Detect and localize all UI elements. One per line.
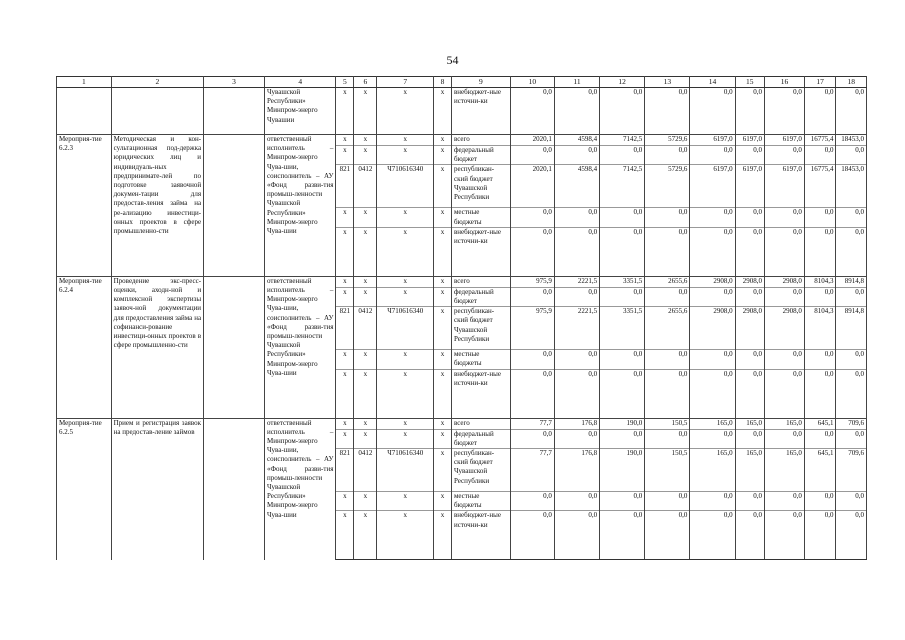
- column-number: 17: [804, 77, 836, 88]
- amount-cell: 0,0: [510, 511, 554, 560]
- amount-cell: 0,0: [804, 208, 836, 227]
- code-cell: x: [377, 227, 434, 276]
- amount-cell: 0,0: [600, 287, 645, 306]
- funding-source: местные бюджеты: [451, 350, 510, 369]
- amount-cell: 0,0: [804, 350, 836, 369]
- amount-cell: 0,0: [690, 146, 735, 165]
- code-cell: x: [336, 369, 354, 418]
- funding-source: местные бюджеты: [451, 492, 510, 511]
- funding-source: внебюджет-ные источни-ки: [451, 88, 510, 135]
- funding-source: внебюджет-ные источни-ки: [451, 369, 510, 418]
- amount-cell: 2655,6: [645, 307, 690, 350]
- amount-cell: 8914,8: [836, 276, 867, 287]
- amount-cell: 165,0: [765, 418, 805, 429]
- amount-cell: 0,0: [836, 429, 867, 448]
- code-cell: x: [434, 511, 452, 560]
- code-cell: x: [354, 350, 377, 369]
- executor-cell: ответственный исполнитель – Минпром-энерго Чува-шии, соисполнитель – АУ «Фонд разви-тия промыш-ленности Чувашской Республики» Минпром-энерго Чува-шии: [264, 135, 335, 277]
- amount-cell: 0,0: [735, 227, 764, 276]
- code-cell: Ч710616340: [377, 307, 434, 350]
- code-cell: x: [336, 429, 354, 448]
- amount-cell: 0,0: [510, 88, 554, 135]
- code-cell: x: [434, 135, 452, 146]
- event-description: Прием и регистрация заявок на предостав-ление займов: [111, 418, 203, 560]
- code-cell: x: [336, 88, 354, 135]
- amount-cell: 0,0: [765, 208, 805, 227]
- amount-cell: 0,0: [836, 511, 867, 560]
- amount-cell: 0,0: [836, 88, 867, 135]
- amount-cell: 0,0: [836, 350, 867, 369]
- amount-cell: 0,0: [690, 492, 735, 511]
- amount-cell: 0,0: [645, 88, 690, 135]
- code-cell: x: [434, 208, 452, 227]
- funding-source: всего: [451, 135, 510, 146]
- event-label: Мероприя-тие 6.2.3: [57, 135, 112, 277]
- amount-cell: 6197,0: [690, 165, 735, 208]
- budget-table: [56, 76, 867, 560]
- amount-cell: 0,0: [804, 511, 836, 560]
- page-number: 54: [446, 53, 459, 67]
- amount-cell: 176,8: [554, 449, 599, 492]
- code-cell: x: [354, 511, 377, 560]
- amount-cell: 176,8: [554, 418, 599, 429]
- amount-cell: 0,0: [554, 429, 599, 448]
- code-cell: x: [377, 350, 434, 369]
- column-number: 4: [264, 77, 335, 88]
- amount-cell: 0,0: [510, 146, 554, 165]
- code-cell: x: [336, 350, 354, 369]
- amount-cell: 975,9: [510, 276, 554, 287]
- column-number: 8: [434, 77, 452, 88]
- code-cell: x: [354, 418, 377, 429]
- amount-cell: 0,0: [804, 492, 836, 511]
- code-cell: x: [336, 146, 354, 165]
- funding-source: местные бюджеты: [451, 208, 510, 227]
- amount-cell: 0,0: [600, 227, 645, 276]
- amount-cell: 77,7: [510, 449, 554, 492]
- amount-cell: 0,0: [735, 429, 764, 448]
- code-cell: x: [434, 429, 452, 448]
- event-description: Проведение экс-пресс-оценки, аходн-ной и комплексной экспертизы заявоч-ной документации для предоставления займа на софинанси-рование инвестици-онных проектов в сфере промышленно-сти: [111, 276, 203, 418]
- amount-cell: 6197,0: [735, 165, 764, 208]
- amount-cell: 0,0: [645, 492, 690, 511]
- amount-cell: 0,0: [765, 492, 805, 511]
- amount-cell: 0,0: [645, 369, 690, 418]
- amount-cell: 0,0: [554, 369, 599, 418]
- amount-cell: 0,0: [765, 146, 805, 165]
- column-number: 14: [690, 77, 735, 88]
- amount-cell: 0,0: [804, 287, 836, 306]
- amount-cell: 0,0: [836, 227, 867, 276]
- code-cell: 821: [336, 449, 354, 492]
- amount-cell: 0,0: [804, 146, 836, 165]
- column-number: 10: [510, 77, 554, 88]
- code-cell: x: [434, 492, 452, 511]
- code-cell: x: [434, 418, 452, 429]
- code-cell: x: [434, 146, 452, 165]
- code-cell: x: [336, 492, 354, 511]
- amount-cell: 0,0: [645, 208, 690, 227]
- amount-cell: 0,0: [510, 208, 554, 227]
- amount-cell: 0,0: [510, 287, 554, 306]
- code-cell: 0412: [354, 307, 377, 350]
- code-cell: x: [354, 276, 377, 287]
- code-cell: x: [434, 276, 452, 287]
- amount-cell: 8104,3: [804, 276, 836, 287]
- code-cell: 0412: [354, 165, 377, 208]
- executor-cell: ответственный исполнитель – Минпром-энерго Чува-шии, соисполнитель – АУ «Фонд разви-тия промыш-ленности Чувашской Республики» Минпром-энерго Чува-шии: [264, 418, 335, 560]
- code-cell: x: [434, 88, 452, 135]
- amount-cell: 0,0: [765, 88, 805, 135]
- empty-cell: [204, 88, 265, 135]
- amount-cell: 0,0: [735, 350, 764, 369]
- column-number: 3: [204, 77, 265, 88]
- amount-cell: 0,0: [554, 208, 599, 227]
- column-number: 18: [836, 77, 867, 88]
- amount-cell: 0,0: [804, 88, 836, 135]
- executor-cell: Чувашской Республики» Минпром-энерго Чувашии: [264, 88, 335, 135]
- code-cell: x: [377, 135, 434, 146]
- amount-cell: 5729,6: [645, 135, 690, 146]
- amount-cell: 165,0: [735, 449, 764, 492]
- amount-cell: 16775,4: [804, 135, 836, 146]
- amount-cell: 0,0: [690, 369, 735, 418]
- amount-cell: 0,0: [836, 208, 867, 227]
- amount-cell: 0,0: [600, 88, 645, 135]
- code-cell: x: [354, 208, 377, 227]
- code-cell: x: [377, 276, 434, 287]
- code-cell: x: [354, 369, 377, 418]
- amount-cell: 2221,5: [554, 307, 599, 350]
- amount-cell: 709,6: [836, 449, 867, 492]
- funding-source: федеральный бюджет: [451, 429, 510, 448]
- column-number-row: [57, 77, 867, 88]
- amount-cell: 0,0: [690, 511, 735, 560]
- amount-cell: 0,0: [804, 369, 836, 418]
- amount-cell: 0,0: [765, 350, 805, 369]
- amount-cell: 0,0: [645, 227, 690, 276]
- amount-cell: 0,0: [765, 429, 805, 448]
- event-label: Мероприя-тие 6.2.4: [57, 276, 112, 418]
- code-cell: x: [354, 135, 377, 146]
- amount-cell: 0,0: [600, 350, 645, 369]
- column-number: 1: [57, 77, 112, 88]
- amount-cell: 165,0: [765, 449, 805, 492]
- amount-cell: 0,0: [600, 511, 645, 560]
- amount-cell: 2908,0: [735, 307, 764, 350]
- amount-cell: 0,0: [765, 287, 805, 306]
- code-cell: x: [377, 418, 434, 429]
- amount-cell: 0,0: [836, 146, 867, 165]
- amount-cell: 4598,4: [554, 135, 599, 146]
- event-row: [57, 276, 867, 287]
- event-description: [111, 88, 203, 135]
- amount-cell: 0,0: [836, 369, 867, 418]
- code-cell: x: [336, 208, 354, 227]
- amount-cell: 0,0: [600, 208, 645, 227]
- column-number: 15: [735, 77, 764, 88]
- code-cell: Ч710616340: [377, 449, 434, 492]
- code-cell: x: [354, 88, 377, 135]
- code-cell: x: [354, 492, 377, 511]
- code-cell: x: [377, 511, 434, 560]
- amount-cell: 0,0: [645, 350, 690, 369]
- code-cell: x: [434, 350, 452, 369]
- amount-cell: 0,0: [836, 287, 867, 306]
- funding-source: внебюджет-ные источни-ки: [451, 227, 510, 276]
- executor-cell: ответственный исполнитель – Минпром-энерго Чува-шии, соисполнитель – АУ «Фонд разви-тия промыш-ленности Чувашской Республики» Минпром-энерго Чува-шии: [264, 276, 335, 418]
- column-number: 16: [765, 77, 805, 88]
- code-cell: x: [354, 429, 377, 448]
- amount-cell: 4598,4: [554, 165, 599, 208]
- amount-cell: 0,0: [690, 350, 735, 369]
- amount-cell: 2908,0: [690, 307, 735, 350]
- amount-cell: 2908,0: [765, 307, 805, 350]
- amount-cell: 0,0: [510, 429, 554, 448]
- event-description: Методическая и кон-сультационная под-держка юридических лиц и индивидуаль-ных предпринимате-лей по подготовке заявочной докумен-тации для предостав-ления займа на ре-ализацию инвестици-онных проектов в сфере промышленно-сти: [111, 135, 203, 277]
- code-cell: x: [377, 369, 434, 418]
- code-cell: x: [434, 307, 452, 350]
- code-cell: x: [336, 511, 354, 560]
- code-cell: x: [377, 492, 434, 511]
- amount-cell: 0,0: [735, 511, 764, 560]
- amount-cell: 165,0: [690, 418, 735, 429]
- code-cell: x: [354, 287, 377, 306]
- amount-cell: 0,0: [765, 227, 805, 276]
- amount-cell: 2655,6: [645, 276, 690, 287]
- column-number: 9: [451, 77, 510, 88]
- code-cell: x: [336, 287, 354, 306]
- code-cell: x: [336, 227, 354, 276]
- amount-cell: 165,0: [735, 418, 764, 429]
- amount-cell: 0,0: [554, 511, 599, 560]
- amount-cell: 150,5: [645, 449, 690, 492]
- funding-source: республикан-ский бюджет Чувашской Республики: [451, 449, 510, 492]
- funding-source: внебюджет-ные источни-ки: [451, 511, 510, 560]
- amount-cell: 0,0: [554, 88, 599, 135]
- amount-cell: 2908,0: [735, 276, 764, 287]
- amount-cell: 0,0: [510, 492, 554, 511]
- amount-cell: 77,7: [510, 418, 554, 429]
- amount-cell: 190,0: [600, 418, 645, 429]
- amount-cell: 3351,5: [600, 276, 645, 287]
- amount-cell: 0,0: [735, 492, 764, 511]
- amount-cell: 18453,0: [836, 165, 867, 208]
- amount-cell: 2020,1: [510, 165, 554, 208]
- code-cell: x: [434, 165, 452, 208]
- empty-cell: [204, 418, 265, 560]
- continuation-row: [57, 88, 867, 135]
- amount-cell: 0,0: [735, 88, 764, 135]
- code-cell: x: [434, 449, 452, 492]
- funding-source: всего: [451, 418, 510, 429]
- amount-cell: 5729,6: [645, 165, 690, 208]
- amount-cell: 975,9: [510, 307, 554, 350]
- amount-cell: 0,0: [645, 429, 690, 448]
- amount-cell: 645,1: [804, 418, 836, 429]
- column-number: 11: [554, 77, 599, 88]
- code-cell: Ч710616340: [377, 165, 434, 208]
- amount-cell: 8104,3: [804, 307, 836, 350]
- code-cell: x: [434, 287, 452, 306]
- amount-cell: 0,0: [600, 369, 645, 418]
- column-number: 13: [645, 77, 690, 88]
- column-number: 6: [354, 77, 377, 88]
- amount-cell: 7142,5: [600, 165, 645, 208]
- amount-cell: 645,1: [804, 449, 836, 492]
- amount-cell: 0,0: [836, 492, 867, 511]
- amount-cell: 0,0: [735, 208, 764, 227]
- amount-cell: 8914,8: [836, 307, 867, 350]
- code-cell: 821: [336, 307, 354, 350]
- amount-cell: 0,0: [554, 492, 599, 511]
- code-cell: x: [434, 227, 452, 276]
- amount-cell: 0,0: [645, 511, 690, 560]
- amount-cell: 0,0: [735, 287, 764, 306]
- code-cell: x: [434, 369, 452, 418]
- code-cell: x: [377, 88, 434, 135]
- column-number: 5: [336, 77, 354, 88]
- column-number: 2: [111, 77, 203, 88]
- code-cell: x: [377, 208, 434, 227]
- amount-cell: 0,0: [690, 287, 735, 306]
- amount-cell: 2221,5: [554, 276, 599, 287]
- amount-cell: 7142,5: [600, 135, 645, 146]
- amount-cell: 709,6: [836, 418, 867, 429]
- amount-cell: 0,0: [690, 88, 735, 135]
- amount-cell: 2908,0: [690, 276, 735, 287]
- amount-cell: 2020,1: [510, 135, 554, 146]
- amount-cell: 0,0: [804, 429, 836, 448]
- code-cell: x: [377, 429, 434, 448]
- amount-cell: 0,0: [690, 227, 735, 276]
- amount-cell: 6197,0: [735, 135, 764, 146]
- amount-cell: 0,0: [645, 287, 690, 306]
- code-cell: x: [377, 287, 434, 306]
- funding-source: республикан-ский бюджет Чувашской Республики: [451, 307, 510, 350]
- amount-cell: 18453,0: [836, 135, 867, 146]
- amount-cell: 0,0: [600, 492, 645, 511]
- amount-cell: 0,0: [554, 227, 599, 276]
- amount-cell: 0,0: [510, 350, 554, 369]
- amount-cell: 0,0: [690, 208, 735, 227]
- event-label: [57, 88, 112, 135]
- column-number: 7: [377, 77, 434, 88]
- amount-cell: 6197,0: [690, 135, 735, 146]
- amount-cell: 0,0: [645, 146, 690, 165]
- code-cell: x: [336, 418, 354, 429]
- amount-cell: 0,0: [735, 369, 764, 418]
- code-cell: x: [377, 146, 434, 165]
- event-label: Мероприя-тие 6.2.5: [57, 418, 112, 560]
- event-row: [57, 418, 867, 429]
- amount-cell: 0,0: [804, 227, 836, 276]
- amount-cell: 0,0: [765, 369, 805, 418]
- amount-cell: 0,0: [600, 146, 645, 165]
- empty-cell: [204, 135, 265, 277]
- amount-cell: 0,0: [690, 429, 735, 448]
- funding-source: республикан-ский бюджет Чувашской Республики: [451, 165, 510, 208]
- funding-source: всего: [451, 276, 510, 287]
- amount-cell: 0,0: [765, 511, 805, 560]
- amount-cell: 6197,0: [765, 135, 805, 146]
- amount-cell: 0,0: [735, 146, 764, 165]
- amount-cell: 0,0: [600, 429, 645, 448]
- code-cell: 821: [336, 165, 354, 208]
- code-cell: x: [354, 227, 377, 276]
- amount-cell: 2908,0: [765, 276, 805, 287]
- funding-source: федеральный бюджет: [451, 146, 510, 165]
- code-cell: x: [354, 146, 377, 165]
- event-row: [57, 135, 867, 146]
- code-cell: x: [336, 135, 354, 146]
- amount-cell: 0,0: [554, 287, 599, 306]
- column-number: 12: [600, 77, 645, 88]
- amount-cell: 0,0: [554, 146, 599, 165]
- amount-cell: 0,0: [554, 350, 599, 369]
- code-cell: x: [336, 276, 354, 287]
- amount-cell: 165,0: [690, 449, 735, 492]
- amount-cell: 0,0: [510, 227, 554, 276]
- code-cell: 0412: [354, 449, 377, 492]
- amount-cell: 3351,5: [600, 307, 645, 350]
- empty-cell: [204, 276, 265, 418]
- funding-source: федеральный бюджет: [451, 287, 510, 306]
- amount-cell: 190,0: [600, 449, 645, 492]
- amount-cell: 0,0: [510, 369, 554, 418]
- amount-cell: 16775,4: [804, 165, 836, 208]
- amount-cell: 6197,0: [765, 165, 805, 208]
- amount-cell: 150,5: [645, 418, 690, 429]
